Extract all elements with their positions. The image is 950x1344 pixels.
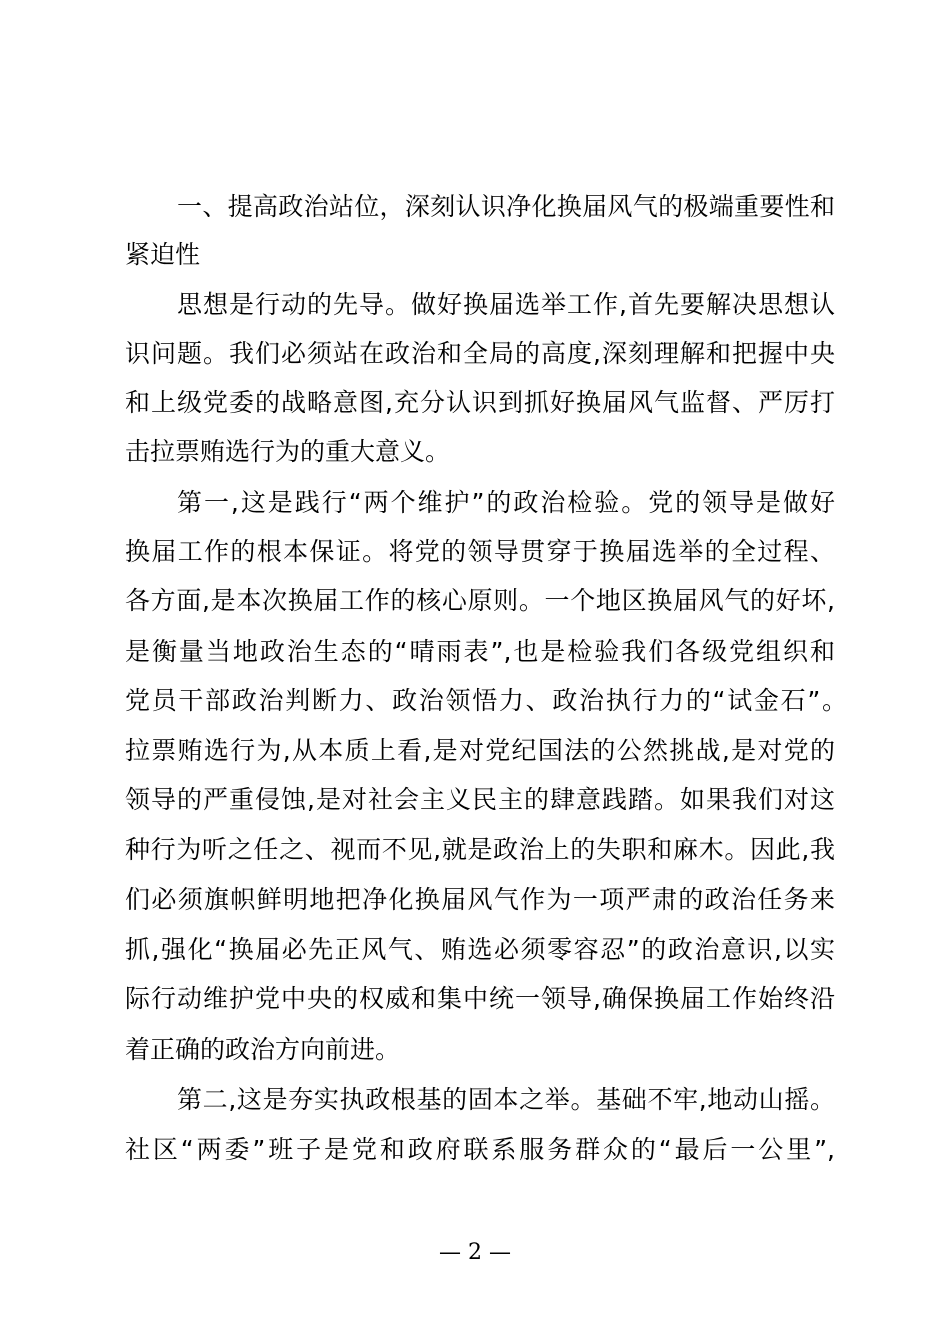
- text-line: 们必须旗帜鲜明地把净化换届风气作为一项严肃的政治任务来: [125, 885, 835, 914]
- text-line: 拉票贿选行为,从本质上看,是对党纪国法的公然挑战,是对党的: [125, 736, 835, 765]
- text-line: 着正确的政治方向前进。: [125, 1035, 401, 1064]
- text-line: 领导的严重侵蚀,是对社会主义民主的肆意践踏。如果我们对这: [125, 785, 835, 814]
- text-line: 党员干部政治判断力、政治领悟力、政治执行力的“试金石”。: [125, 686, 847, 715]
- text-line: 和上级党委的战略意图,充分认识到抓好换届风气监督、严厉打: [125, 388, 835, 417]
- text-line: 第二,这是夯实执政根基的固本之举。基础不牢,地动山摇。: [177, 1085, 835, 1114]
- text-line: 是衡量当地政治生态的“晴雨表”,也是检验我们各级党组织和: [125, 637, 835, 666]
- text-line: 抓,强化“换届必先正风气、贿选必须零容忍”的政治意识,以实: [125, 935, 835, 964]
- text-line: 换届工作的根本保证。将党的领导贯穿于换届选举的全过程、: [125, 537, 835, 566]
- heading-line: 一、提高政治站位，深刻认识净化换届风气的极端重要性和: [177, 192, 835, 221]
- heading-line: 紧迫性: [125, 240, 201, 269]
- text-line: 际行动维护党中央的权威和集中统一领导,确保换届工作始终沿: [125, 984, 835, 1013]
- text-line: 社区“两委”班子是党和政府联系服务群众的“最后一公里”,: [125, 1135, 835, 1164]
- text-line: 思想是行动的先导。做好换届选举工作,首先要解决思想认: [177, 290, 835, 319]
- page-number: — 2 —: [439, 1240, 511, 1265]
- text-line: 种行为听之任之、视而不见,就是政治上的失职和麻木。因此,我: [125, 835, 835, 864]
- text-line: 各方面,是本次换届工作的核心原则。一个地区换届风气的好坏,: [125, 586, 835, 615]
- text-line: 击拉票贿选行为的重大意义。: [125, 437, 451, 466]
- text-line: 识问题。我们必须站在政治和全局的高度,深刻理解和把握中央: [125, 339, 835, 368]
- text-line: 第一,这是践行“两个维护”的政治检验。党的领导是做好: [177, 488, 835, 517]
